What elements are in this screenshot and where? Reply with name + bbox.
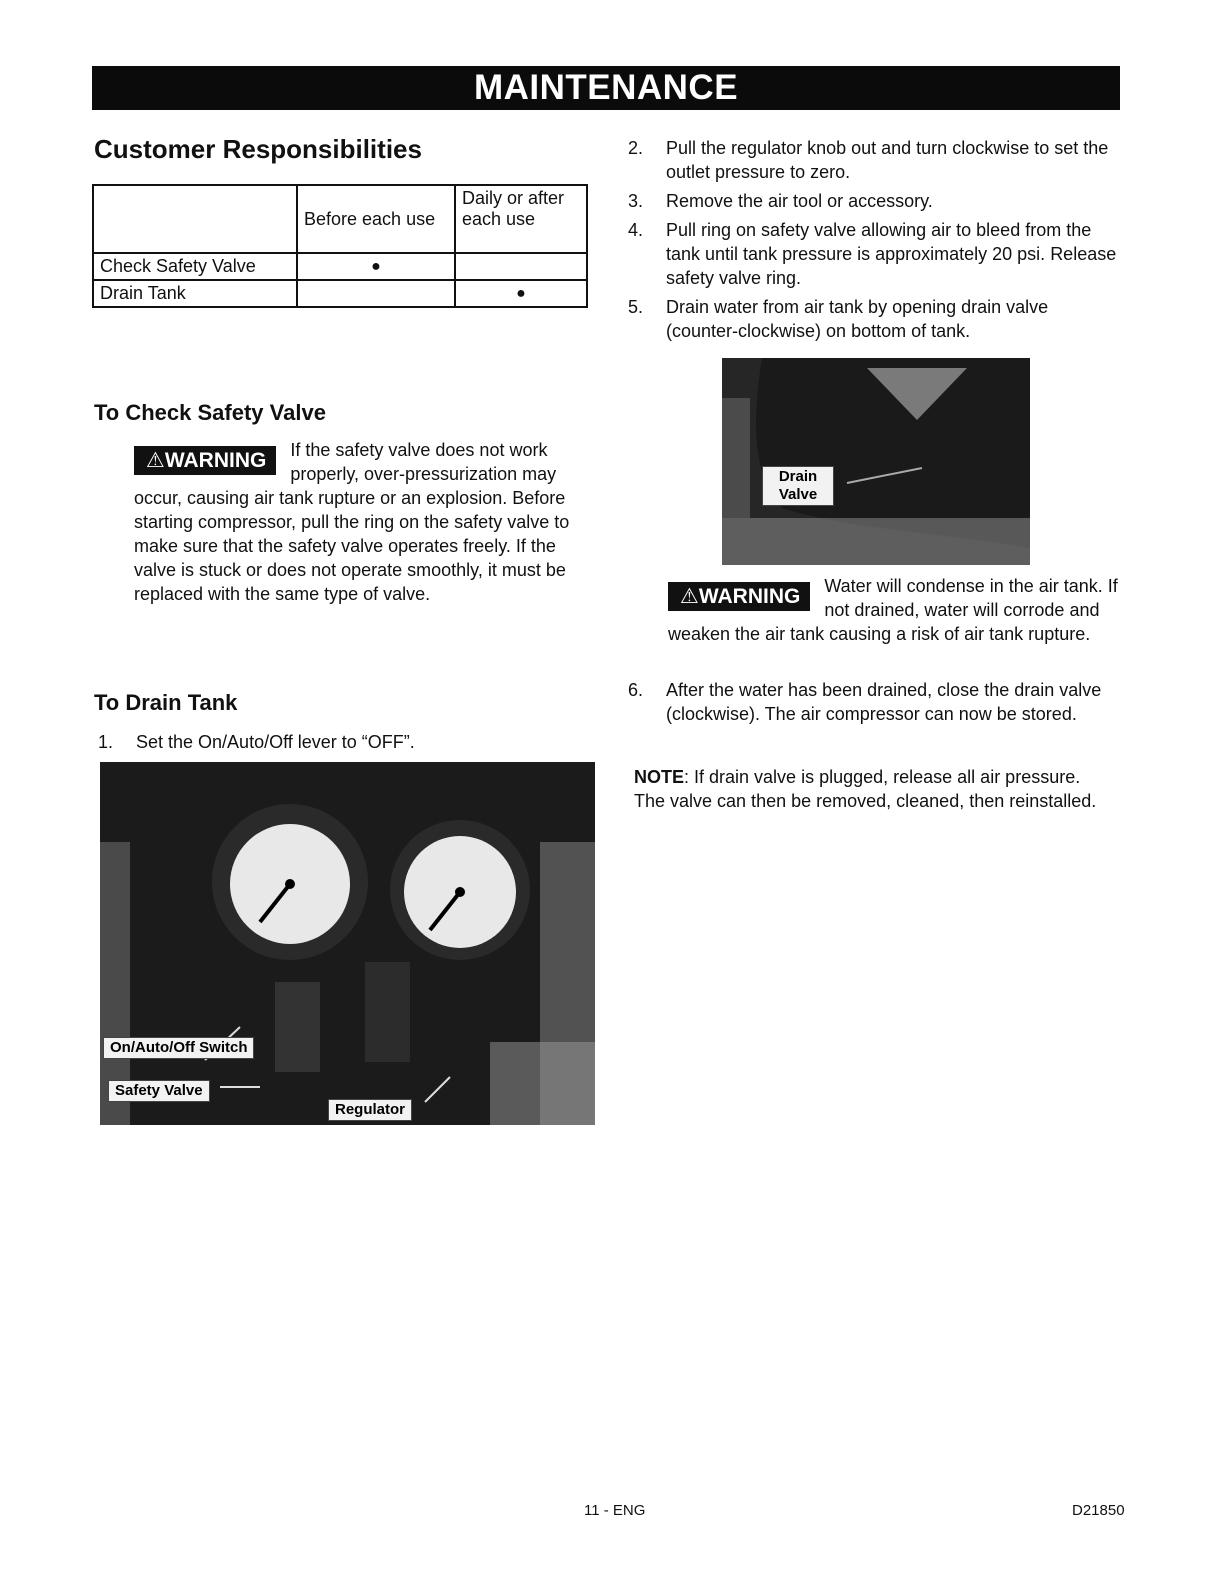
regulator-label: Regulator <box>328 1099 412 1121</box>
list-item <box>628 295 1118 343</box>
drain-tank-title: To Drain Tank <box>94 690 238 715</box>
step-text: After the water has been drained, close the drain valve (clockwise). The air compressor can now be stored. <box>666 680 1102 724</box>
step-number: 4. <box>628 220 644 240</box>
note-text: : If drain valve is plugged, release all air pressure. The valve can then be removed, cleaned, then reinstalled. <box>634 767 1097 811</box>
responsibilities-table <box>92 184 588 308</box>
drain-valve-label: Drain Valve <box>762 466 834 506</box>
step-text: Set the On/Auto/Off lever to “OFF”. <box>136 732 415 752</box>
drain-warning-text: Water will condense in the air tank. If not drained, water will corrode and weaken the air tank causing a risk of air tank rupture. <box>668 576 1118 644</box>
list-item <box>628 218 1118 290</box>
warning-badge: ⚠WARNING <box>134 446 276 475</box>
list-item <box>98 730 588 754</box>
table-cell-daily: ● <box>455 280 587 307</box>
table-header-before: Before each use <box>297 185 455 253</box>
step-text: Pull ring on safety valve allowing air to bleed from the tank until tank pressure is approximately 20 psi. Release safety valve ring. <box>666 220 1117 288</box>
drain-tank-step1 <box>98 730 588 759</box>
table-cell-task: Check Safety Valve <box>93 253 297 280</box>
table-header-daily: Daily or after each use <box>455 185 587 253</box>
step-text: Remove the air tool or accessory. <box>666 191 933 211</box>
document-code: D21850 <box>1072 1502 1125 1519</box>
note-paragraph <box>634 765 1114 813</box>
switch-label: On/Auto/Off Switch <box>103 1037 254 1059</box>
table-row <box>93 280 587 307</box>
right-steps-list <box>628 136 1118 348</box>
safety-valve-warning-text: If the safety valve does not work properly, over-pressurization may occur, causing air tank rupture or an explosion. Before starting compressor, pull the ring on the safety valve to make sure that the safety valve operates freely. If the valve is stuck or does not operate smoothly, it must be replaced with the same type of valve. <box>134 440 570 604</box>
step-text: Drain water from air tank by opening drain valve (counter-clockwise) on bottom of tank. <box>666 297 1049 341</box>
tank-illustration <box>722 358 1030 565</box>
page-banner: MAINTENANCE <box>92 66 1120 110</box>
list-item <box>628 189 1118 213</box>
drain-warning <box>668 574 1118 646</box>
table-header-empty <box>93 185 297 253</box>
list-item <box>628 136 1118 184</box>
check-safety-valve-title: To Check Safety Valve <box>94 400 326 425</box>
step6-list <box>628 678 1118 731</box>
page-number: 11 - ENG <box>584 1502 646 1519</box>
table-cell-before <box>297 280 455 307</box>
gauges-photo <box>100 762 595 1125</box>
note-label: NOTE <box>634 767 685 787</box>
table-cell-before: ● <box>297 253 455 280</box>
safety-valve-warning <box>134 438 594 606</box>
step-number: 1. <box>98 732 114 752</box>
warning-badge: ⚠WARNING <box>668 582 810 611</box>
table-row <box>93 253 587 280</box>
table-cell-task: Drain Tank <box>93 280 297 307</box>
safety-valve-label: Safety Valve <box>108 1080 210 1102</box>
table-cell-daily <box>455 253 587 280</box>
table-header-row <box>93 185 587 253</box>
gauges-illustration <box>100 762 595 1125</box>
step-number: 5. <box>628 297 644 317</box>
step-number: 6. <box>628 680 644 700</box>
drain-valve-photo <box>722 358 1030 565</box>
step-number: 2. <box>628 138 644 158</box>
step-text: Pull the regulator knob out and turn clockwise to set the outlet pressure to zero. <box>666 138 1109 182</box>
customer-responsibilities-title: Customer Responsibilities <box>94 134 422 164</box>
step-number: 3. <box>628 191 644 211</box>
list-item <box>628 678 1118 726</box>
